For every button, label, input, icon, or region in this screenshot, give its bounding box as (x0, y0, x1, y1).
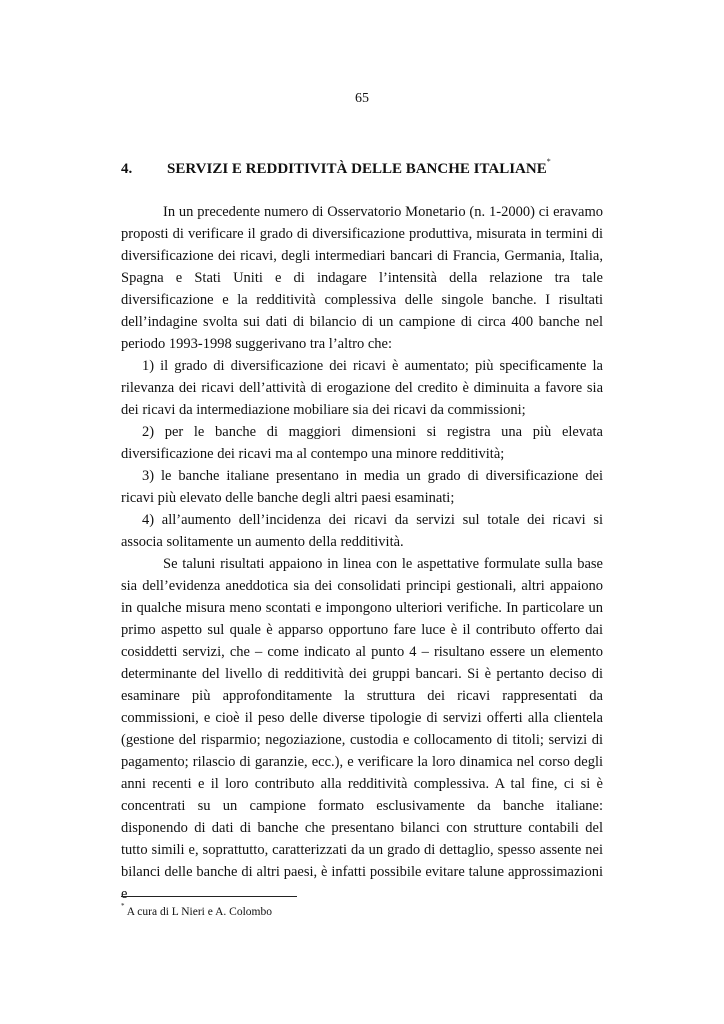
list-item-3: 3) le banche italiane presentano in media un grado di diversificazione dei ricavi più elevato delle banche degli altri paesi esaminati; (121, 468, 603, 506)
section-number: 4. (121, 161, 133, 177)
paragraph-analysis: Se taluni risultati appaiono in linea con le aspettative formulate sulla base sia dell’evidenza aneddotica sia dei consolidati principi gestionali, altri appaiono in qualche misura meno scontati e impongono ulteriori verifiche. In particolare un primo aspetto sul quale è apparso opportuno fare luce è il contributo offerto dai cosiddetti servizi, che – come indicato al punto 4 – risultano essere un elemento determinante del livello di redditività dei gruppi bancari. Si è pertanto deciso di esaminare più approfonditamente la struttura dei ricavi rappresentati da commissioni, e cioè il peso delle diverse tipologie di servizi offerti alla clientela (gestione del risparmio; negoziazione, custodia e collocamento di titoli; servizi di pagamento; rilascio di garanzie, ecc.), e verificare la loro dinamica nel corso degli anni recenti e il loro contributo alla redditività complessiva. A tal fine, ci si è concentrati su un campione formato esclusivamente da banche italiane: disponendo di dati di banche che presentano bilanci con strutture contabili del tutto simili e, soprattutto, caratterizzati da un grado di dettaglio, spesso assente nei bilanci delle banche di altri paesi, è infatti possibile evitare talune approssimazioni e (121, 556, 603, 902)
section-title: SERVIZI E REDDITIVITÀ DELLE BANCHE ITALIANE (167, 161, 547, 177)
list-item-2: 2) per le banche di maggiori dimensioni si registra una più elevata diversificazione dei ricavi ma al contempo una minore redditività; (121, 424, 603, 462)
footnote (121, 904, 272, 918)
footnote-mark: * (121, 902, 125, 910)
paragraph-intro: In un precedente numero di Osservatorio Monetario (n. 1-2000) ci eravamo proposti di verificare il grado di diversificazione produttiva, misurata in termini di diversificazione dei ricavi, degli intermediari bancari di Francia, Germania, Italia, Spagna e Stati Uniti e di indagare l’intensità della relazione tra tale diversificazione e la redditività complessiva delle singole banche. I risultati dell’indagine svolta sui dati di bilancio di un campione di circa 400 banche nel periodo 1993-1998 suggerivano tra l’altro che: (121, 204, 603, 352)
section-heading (121, 157, 551, 178)
list-item-1: 1) il grado di diversificazione dei ricavi è aumentato; più specificamente la rilevanza dei ricavi dell’attività di erogazione del credito è diminuita a favore sia dei ricavi da intermediazione mobiliare sia dei ricavi da commissioni; (121, 358, 603, 418)
list-item-4: 4) all’aumento dell’incidenza dei ricavi da servizi sul totale dei ricavi si associa solitamente un aumento della redditività. (121, 512, 603, 550)
footnote-divider (121, 896, 297, 897)
footnote-marker: * (546, 157, 551, 166)
body-text (121, 201, 603, 905)
footnote-text: A cura di L Nieri e A. Colombo (126, 905, 272, 918)
page-number: 65 (355, 91, 369, 106)
